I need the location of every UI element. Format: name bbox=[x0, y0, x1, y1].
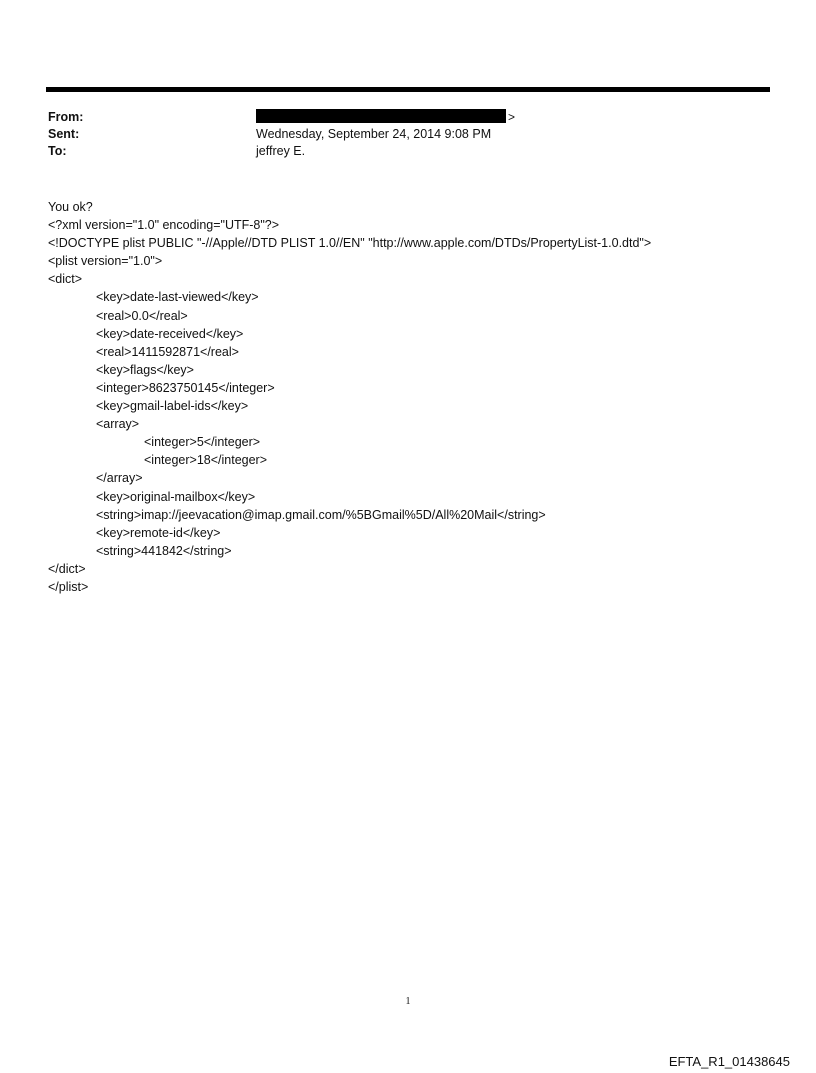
bates-number: EFTA_R1_01438645 bbox=[668, 1054, 790, 1069]
code-line: <integer>5</integer> bbox=[144, 435, 261, 450]
to-value: jeffrey E. bbox=[256, 144, 306, 158]
redaction-box bbox=[256, 109, 506, 123]
code-line: </array> bbox=[96, 471, 143, 486]
code-line: <string>imap://jeevacation@imap.gmail.com/%5BGmail%5D/All%20Mail</string> bbox=[96, 507, 546, 522]
code-line: <key>original-mailbox</key> bbox=[96, 489, 256, 504]
header-rule bbox=[46, 87, 770, 92]
sent-label: Sent: bbox=[48, 127, 80, 141]
code-line: <string>441842</string> bbox=[96, 543, 232, 558]
code-line: <key>gmail-label-ids</key> bbox=[96, 399, 249, 414]
code-line: <!DOCTYPE plist PUBLIC "-//Apple//DTD PLIST 1.0//EN" "http://www.apple.com/DTDs/PropertyList-1.0.dtd"> bbox=[48, 236, 652, 251]
from-label: From: bbox=[48, 110, 84, 124]
code-line: <?xml version="1.0" encoding="UTF-8"?> bbox=[48, 218, 280, 233]
code-line: <integer>8623750145</integer> bbox=[96, 380, 275, 395]
code-line: <integer>18</integer> bbox=[144, 453, 268, 468]
to-label: To: bbox=[48, 144, 67, 158]
email-body bbox=[48, 198, 788, 596]
code-line: <real>0.0</real> bbox=[96, 308, 188, 323]
from-redacted-suffix: > bbox=[508, 110, 516, 124]
code-line: <real>1411592871</real> bbox=[96, 344, 239, 359]
from-value bbox=[256, 109, 515, 125]
code-line: <key>date-last-viewed</key> bbox=[96, 290, 259, 305]
plist-code-block bbox=[48, 216, 788, 596]
code-line: <dict> bbox=[48, 272, 83, 287]
code-line: </dict> bbox=[48, 561, 86, 576]
code-line: <key>date-received</key> bbox=[96, 326, 244, 341]
code-line: <key>flags</key> bbox=[96, 362, 194, 377]
code-line: <array> bbox=[96, 417, 140, 432]
page-number: 1 bbox=[405, 996, 411, 1007]
code-line: <key>remote-id</key> bbox=[96, 525, 221, 540]
code-line: <plist version="1.0"> bbox=[48, 254, 163, 269]
code-line: </plist> bbox=[48, 579, 89, 594]
greeting-line: You ok? bbox=[48, 200, 93, 214]
sent-value: Wednesday, September 24, 2014 9:08 PM bbox=[256, 127, 492, 141]
